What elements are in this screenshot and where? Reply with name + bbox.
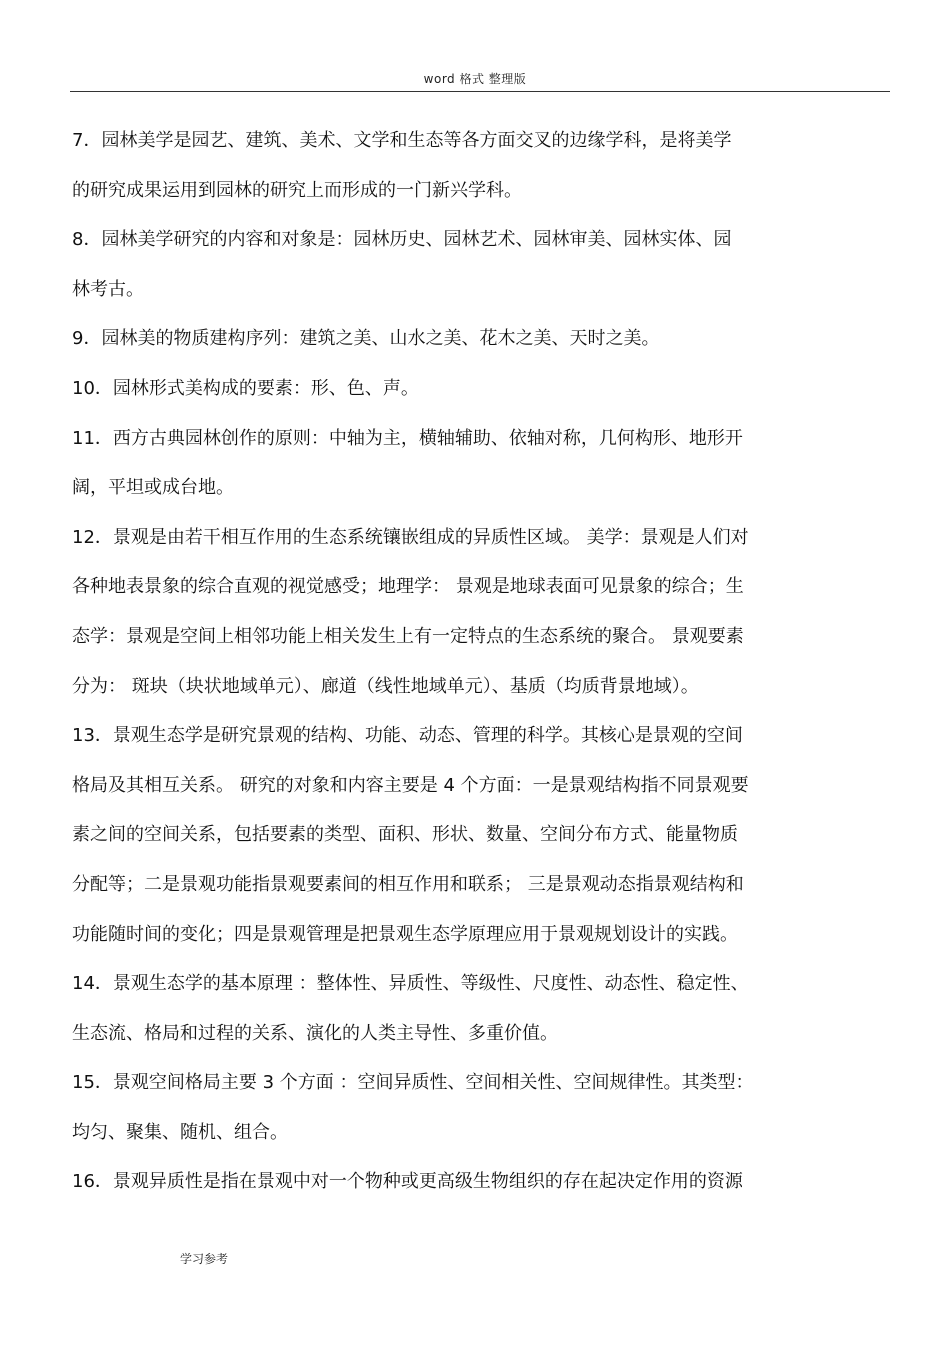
text-line: 林考古。 (72, 278, 144, 300)
text-line: 16．景观异质性是指在景观中对一个物种或更高级生物组织的存在起决定作用的资源 (72, 1171, 743, 1193)
text-line: 13．景观生态学是研究景观的结构、功能、动态、管理的科学。其核心是景观的空间 (72, 725, 743, 747)
text-line: 态学：景观是空间上相邻功能上相关发生上有一定特点的生态系统的聚合。 景观要素 (72, 625, 744, 647)
document-body (72, 116, 890, 1207)
text-line: 11．西方古典园林创作的原则：中轴为主，横轴辅助、依轴对称，几何构形、地形开 (72, 427, 743, 449)
text-line: 各种地表景象的综合直观的视觉感受；地理学： 景观是地球表面可见景象的综合；生 (72, 576, 744, 598)
text-line: 的研究成果运用到园林的研究上而形成的一门新兴学科。 (72, 179, 522, 201)
text-line: 9．园林美的物质建构序列：建筑之美、山水之美、花木之美、天时之美。 (72, 328, 660, 350)
page-footer: 学习参考 (180, 1252, 229, 1266)
page-header: word 格式 整理版 (423, 72, 527, 86)
text-line: 15．景观空间格局主要 3 个方面 ：空间异质性、空间相关性、空间规律性。其类型： (72, 1072, 754, 1094)
text-line: 格局及其相互关系。 研究的对象和内容主要是 4 个方面：一是景观结构指不同景观要 (72, 774, 749, 796)
text-line: 素之间的空间关系，包括要素的类型、面积、形状、数量、空间分布方式、能量物质 (72, 824, 738, 846)
text-line: 生态流、格局和过程的关系、演化的人类主导性、多重价值。 (72, 1022, 558, 1044)
text-line: 8．园林美学研究的内容和对象是：园林历史、园林艺术、园林审美、园林实体、园 (72, 229, 732, 251)
text-line: 7．园林美学是园艺、建筑、美术、文学和生态等各方面交叉的边缘学科，是将美学 (72, 130, 732, 151)
text-line: 12．景观是由若干相互作用的生态系统镶嵌组成的异质性区域。 美学：景观是人们对 (72, 526, 749, 548)
text-line: 10．园林形式美构成的要素：形、色、声。 (72, 377, 419, 399)
text-line: 分为： 斑块（块状地域单元）、廊道（线性地域单元）、基质（均质背景地域）。 (72, 675, 699, 697)
header-divider (70, 91, 890, 92)
text-line: 功能随时间的变化；四是景观管理是把景观生态学原理应用于景观规划设计的实践。 (72, 923, 738, 945)
text-line: 均匀、聚集、随机、组合。 (72, 1121, 288, 1143)
text-line: 分配等；二是景观功能指景观要素间的相互作用和联系； 三是景观动态指景观结构和 (72, 873, 744, 895)
text-line: 阔，平坦或成台地。 (72, 477, 234, 499)
text-line: 14．景观生态学的基本原理 ：整体性、异质性、等级性、尺度性、动态性、稳定性、 (72, 973, 749, 995)
